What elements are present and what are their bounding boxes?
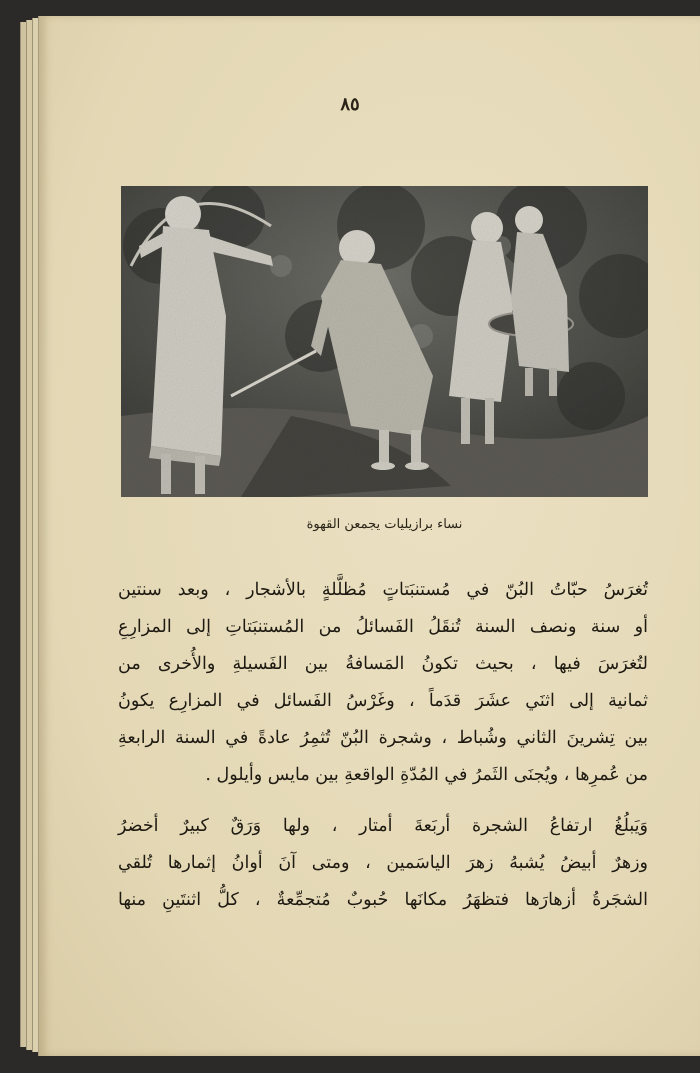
text-line: لتُغرَسَ فيها ، بحيث تكونُ المَسافةُ بين الفَسيلةِ والأُخرى من bbox=[118, 654, 648, 674]
paragraph-1 bbox=[118, 572, 648, 794]
text-line: من عُمرِها ، ويُجنَى الثَمرُ في المُدّةِ الواقعةِ بين مايس وأيلول . bbox=[205, 765, 648, 785]
body-text bbox=[118, 572, 648, 919]
text-line: وَيَبلُغُ ارتفاعُ الشجرة أربَعةَ أمتار ، ولها وَرَقٌ كبيرٌ أخضرُ bbox=[118, 816, 648, 836]
figure-caption: نساء برازيليات يجمعن القهوة bbox=[306, 517, 463, 532]
text-line: الشجَرةُ أزهارَها فتظهَرُ مكانَها حُبوبٌ مُتجمِّعةٌ ، كلُّ اثنتَينِ منها bbox=[118, 890, 648, 910]
text-line: تُغرَسُ حبّاتُ البُنّ في مُستنبَتاتٍ مُظلَّلةٍ بالأشجار ، وبعد سنتين bbox=[118, 580, 648, 600]
text-line: أو سنة ونصف السنة تُنقَلُ الفَسائلُ من المُستنبَتاتِ إلى المزارِعِ bbox=[118, 617, 648, 637]
text-line: ثمانية إلى اثنَي عشَرَ قدَماً ، وغَرْسُ الفَسائل في المزارِع يكونُ bbox=[118, 691, 648, 711]
page-number: ٨٥ bbox=[340, 94, 360, 115]
text-line: وزهرٌ أبيضُ يُشبهُ زهرَ الياسَمين ، ومتى آنَ أوانُ إثمارها تُلقي bbox=[118, 853, 648, 873]
coffee-pickers-photo bbox=[121, 186, 648, 497]
paragraph-2 bbox=[118, 808, 648, 919]
text-line: بين تِشرينَ الثاني وشُباط ، وشجرة البُنّ تُثمِرُ عادةً في السنة الرابعةِ bbox=[118, 728, 648, 748]
